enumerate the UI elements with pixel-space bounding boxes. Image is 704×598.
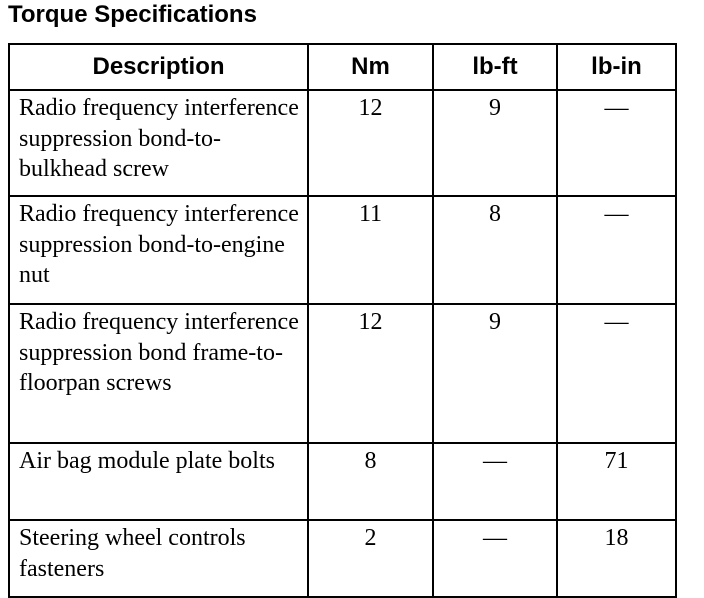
table-row [9,196,676,304]
cell-lbft: — [433,520,557,597]
cell-nm: 12 [308,90,433,196]
page-title: Torque Specifications [8,1,257,28]
cell-lbft: 8 [433,196,557,304]
cell-lbft: 9 [433,90,557,196]
table-header-row [9,44,676,90]
cell-description: Radio frequency interference suppression bond-to-bulkhead screw [9,90,308,196]
cell-lbin: — [557,90,676,196]
cell-nm: 8 [308,443,433,520]
column-header-lbft: lb-ft [433,44,557,90]
cell-lbin: — [557,196,676,304]
table-row [9,304,676,443]
cell-nm: 12 [308,304,433,443]
cell-nm: 2 [308,520,433,597]
cell-lbin: 71 [557,443,676,520]
cell-nm: 11 [308,196,433,304]
column-header-description: Description [9,44,308,90]
cell-lbin: — [557,304,676,443]
cell-description: Air bag module plate bolts [9,443,308,520]
column-header-lbin: lb-in [557,44,676,90]
cell-description: Radio frequency interference suppression bond-to-engine nut [9,196,308,304]
table-row [9,520,676,597]
cell-description: Radio frequency interference suppression bond frame-to-floorpan screws [9,304,308,443]
table-row [9,443,676,520]
cell-description: Steering wheel controls fasteners [9,520,308,597]
cell-lbin: 18 [557,520,676,597]
table-row [9,90,676,196]
cell-lbft: — [433,443,557,520]
column-header-nm: Nm [308,44,433,90]
torque-specifications-table [8,43,677,598]
cell-lbft: 9 [433,304,557,443]
